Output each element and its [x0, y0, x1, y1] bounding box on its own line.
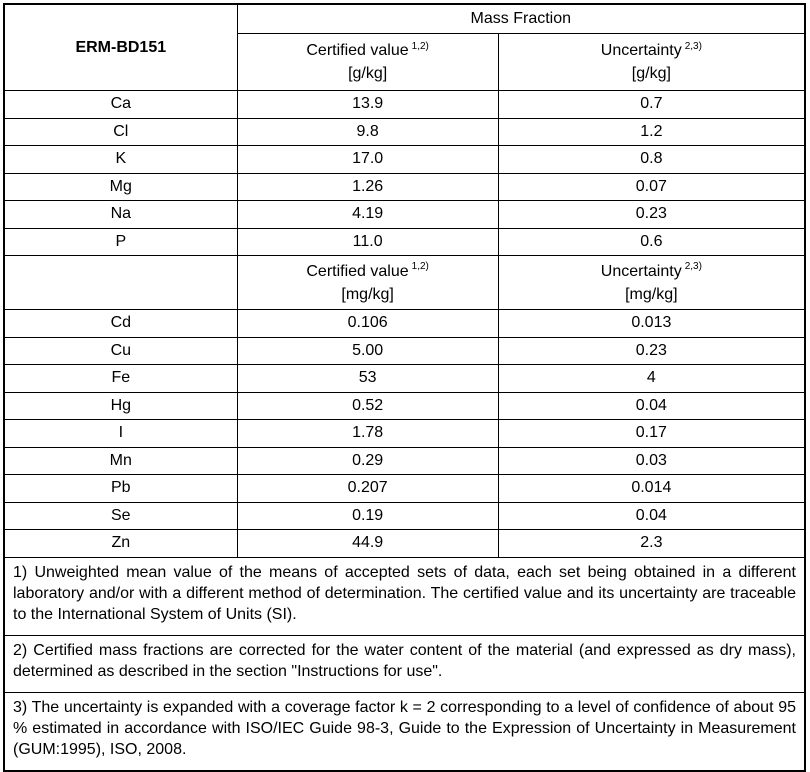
uncertainty-header-gkg — [498, 34, 805, 91]
certified-cell: 0.207 — [237, 475, 498, 503]
uncertainty-cell: 0.6 — [498, 228, 805, 256]
table-row — [4, 392, 805, 420]
table-row — [4, 201, 805, 229]
element-cell: Cd — [4, 310, 237, 338]
certified-cell: 13.9 — [237, 91, 498, 119]
table-row — [4, 365, 805, 393]
uncertainty-cell: 0.013 — [498, 310, 805, 338]
uncertainty-unit: [mg/kg] — [625, 285, 678, 303]
table-row — [4, 420, 805, 448]
element-cell: Mn — [4, 447, 237, 475]
footnote-row — [4, 635, 805, 692]
uncertainty-cell: 1.2 — [498, 118, 805, 146]
certified-cell: 11.0 — [237, 228, 498, 256]
uncertainty-footnote-ref: 2,3) — [684, 261, 702, 273]
table-row — [4, 530, 805, 558]
uncertainty-label: Uncertainty — [600, 42, 682, 59]
element-cell: K — [4, 146, 237, 174]
element-cell: P — [4, 228, 237, 256]
table-row — [4, 91, 805, 119]
certified-value-label: Certified value — [306, 42, 409, 59]
uncertainty-cell: 0.03 — [498, 447, 805, 475]
table-row — [4, 475, 805, 503]
certified-cell: 0.52 — [237, 392, 498, 420]
uncertainty-cell: 0.8 — [498, 146, 805, 174]
uncertainty-cell: 0.17 — [498, 420, 805, 448]
element-cell: Cu — [4, 337, 237, 365]
uncertainty-header-mgkg — [498, 256, 805, 310]
certified-cell: 0.106 — [237, 310, 498, 338]
certified-cell: 1.26 — [237, 173, 498, 201]
table-row — [4, 173, 805, 201]
table-row — [4, 310, 805, 338]
certified-value-header-gkg — [237, 34, 498, 91]
uncertainty-cell: 0.014 — [498, 475, 805, 503]
uncertainty-unit: [g/kg] — [631, 65, 671, 82]
certified-value-footnote-ref: 1,2) — [411, 261, 429, 273]
uncertainty-cell: 0.07 — [498, 173, 805, 201]
certified-value-header-mgkg — [237, 256, 498, 310]
uncertainty-cell: 0.04 — [498, 502, 805, 530]
table-row — [4, 447, 805, 475]
certified-cell: 53 — [237, 365, 498, 393]
footnote-2: 2) Certified mass fractions are corrected for the water content of the material (and expressed as dry mass), determined as described in the section "Instructions for use". — [4, 635, 805, 692]
uncertainty-footnote-ref: 2,3) — [684, 40, 702, 52]
footnote-row — [4, 557, 805, 635]
table-row — [4, 337, 805, 365]
footnote-1: 1) Unweighted mean value of the means of accepted sets of data, each set being obtained in a different laboratory and/or with a different method of determination. The certified value and its uncertainty are traceable to the International System of Units (SI). — [4, 557, 805, 635]
element-cell: Zn — [4, 530, 237, 558]
element-cell: Pb — [4, 475, 237, 503]
certified-cell: 5.00 — [237, 337, 498, 365]
element-cell: Hg — [4, 392, 237, 420]
uncertainty-cell: 0.04 — [498, 392, 805, 420]
certified-value-label: Certified value — [306, 262, 409, 280]
mass-fraction-header-cell: Mass Fraction — [237, 4, 805, 34]
certified-cell: 0.19 — [237, 502, 498, 530]
empty-cell — [4, 256, 237, 310]
certified-cell: 44.9 — [237, 530, 498, 558]
certified-value-unit: [g/kg] — [348, 65, 388, 82]
certified-cell: 17.0 — [237, 146, 498, 174]
table-row — [4, 228, 805, 256]
certified-cell: 1.78 — [237, 420, 498, 448]
certified-cell: 9.8 — [237, 118, 498, 146]
uncertainty-label: Uncertainty — [600, 262, 682, 280]
element-cell: Se — [4, 502, 237, 530]
table-row — [4, 146, 805, 174]
table-row — [4, 118, 805, 146]
certified-value-unit: [mg/kg] — [341, 285, 394, 303]
element-cell: I — [4, 420, 237, 448]
element-cell: Ca — [4, 91, 237, 119]
uncertainty-cell: 0.7 — [498, 91, 805, 119]
footnote-row — [4, 692, 805, 771]
certified-cell: 0.29 — [237, 447, 498, 475]
uncertainty-cell: 4 — [498, 365, 805, 393]
uncertainty-cell: 0.23 — [498, 337, 805, 365]
element-cell: Na — [4, 201, 237, 229]
material-id-cell: ERM-BD151 — [4, 4, 237, 91]
element-cell: Mg — [4, 173, 237, 201]
uncertainty-cell: 0.23 — [498, 201, 805, 229]
certified-value-footnote-ref: 1,2) — [411, 40, 429, 52]
element-cell: Cl — [4, 118, 237, 146]
header-row-units-mgkg — [4, 256, 805, 310]
table-row — [4, 502, 805, 530]
certified-cell: 4.19 — [237, 201, 498, 229]
certified-values-table — [3, 3, 806, 772]
element-cell: Fe — [4, 365, 237, 393]
header-row-mass-fraction — [4, 4, 805, 34]
uncertainty-cell: 2.3 — [498, 530, 805, 558]
footnote-3: 3) The uncertainty is expanded with a coverage factor k = 2 corresponding to a level of confidence of about 95 % estimated in accordance with ISO/IEC Guide 98-3, Guide to the Expression of Uncertainty in Measurement (GUM:1995), ISO, 2008. — [4, 692, 805, 771]
